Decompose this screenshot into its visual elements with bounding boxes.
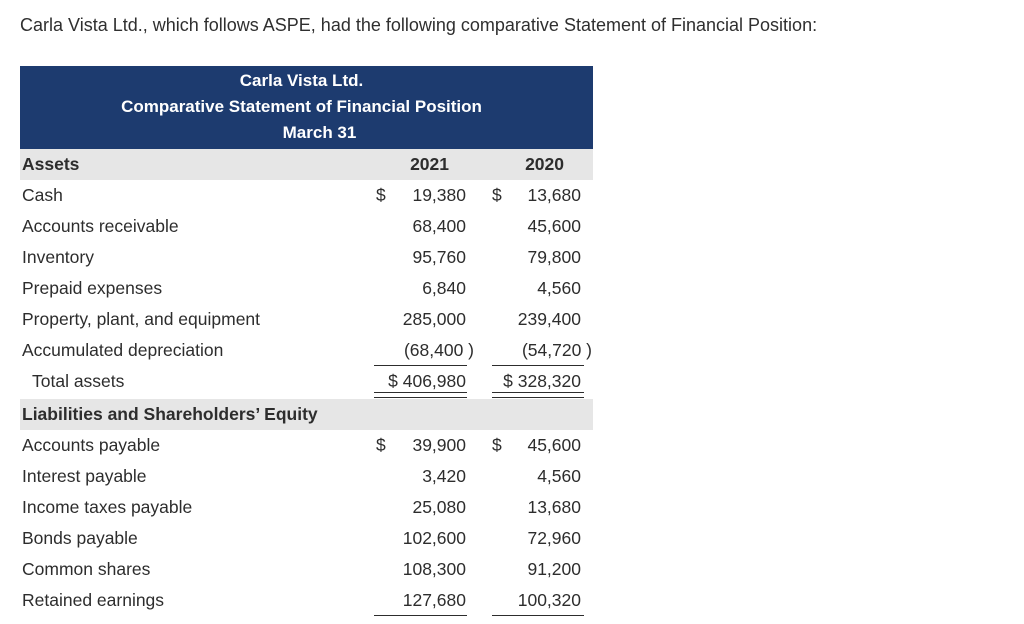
row-label: Property, plant, and equipment <box>22 309 261 329</box>
table-row <box>20 242 593 273</box>
assets-heading: Assets <box>22 154 80 174</box>
liabilities-heading: Liabilities and Shareholders’ Equity <box>22 404 318 424</box>
row-label: Prepaid expenses <box>22 278 163 298</box>
value-2021: (68,400 ) <box>403 340 474 360</box>
table-row <box>20 554 593 585</box>
value-2020: 13,680 <box>527 185 581 205</box>
assets-heading-row <box>20 149 593 180</box>
statement-title: Comparative Statement of Financial Position <box>121 97 482 116</box>
value-2021: 68,400 <box>412 216 466 236</box>
value-2021: 285,000 <box>402 309 466 329</box>
value-2021: 102,600 <box>402 528 466 548</box>
value-2021: 3,420 <box>422 466 466 486</box>
value-2020: 72,960 <box>527 528 581 548</box>
value-2021: 95,760 <box>412 247 466 267</box>
table-row <box>20 180 593 211</box>
liabilities-heading-row <box>20 399 593 430</box>
row-label: Accounts payable <box>22 435 161 455</box>
intro-text: Carla Vista Ltd., which follows ASPE, had the following comparative Statement of Financial Position: <box>20 15 818 35</box>
total-assets-row <box>20 366 593 397</box>
value-2020: 239,400 <box>517 309 581 329</box>
column-header-2021: 2021 <box>410 154 449 174</box>
total-double-underline <box>374 392 467 398</box>
total-double-underline <box>492 392 584 398</box>
value-2020: 4,560 <box>537 278 581 298</box>
dollar-sign: $ <box>376 435 386 455</box>
column-header-2020: 2020 <box>525 154 564 174</box>
value-2020: 4,560 <box>537 466 581 486</box>
value-2020: 91,200 <box>527 559 581 579</box>
value-2020: 79,800 <box>527 247 581 267</box>
row-label: Income taxes payable <box>22 497 193 517</box>
dollar-sign: $ <box>376 185 386 205</box>
table-row <box>20 461 593 492</box>
value-2021: 25,080 <box>412 497 466 517</box>
total-2020: $ 328,320 <box>503 371 581 391</box>
subtotal-underline <box>492 615 584 616</box>
value-2021: 108,300 <box>402 559 466 579</box>
row-label: Interest payable <box>22 466 147 486</box>
table-row <box>20 304 593 335</box>
dollar-sign: $ <box>492 185 502 205</box>
table-row <box>20 585 593 616</box>
financial-statement-table <box>20 66 593 616</box>
table-row <box>20 523 593 554</box>
subtotal-underline <box>374 615 467 616</box>
value-2020: 45,600 <box>527 435 581 455</box>
value-2020: 13,680 <box>527 497 581 517</box>
value-2020: 100,320 <box>517 590 581 610</box>
table-row <box>20 335 593 366</box>
row-label: Total assets <box>32 371 125 391</box>
row-label: Inventory <box>22 247 94 267</box>
table-row <box>20 211 593 242</box>
row-label: Bonds payable <box>22 528 138 548</box>
row-label: Accounts receivable <box>22 216 179 236</box>
row-label: Cash <box>22 185 63 205</box>
value-2021: 19,380 <box>412 185 466 205</box>
total-2021: $ 406,980 <box>388 371 466 391</box>
table-row <box>20 273 593 304</box>
row-label: Retained earnings <box>22 590 165 610</box>
value-2021: 6,840 <box>422 278 466 298</box>
value-2020: (54,720 ) <box>521 340 592 360</box>
dollar-sign: $ <box>492 435 502 455</box>
table-row <box>20 492 593 523</box>
statement-header <box>20 66 593 149</box>
value-2021: 39,900 <box>412 435 466 455</box>
statement-date: March 31 <box>282 123 357 142</box>
company-name: Carla Vista Ltd. <box>239 71 364 90</box>
value-2020: 45,600 <box>527 216 581 236</box>
row-label: Accumulated depreciation <box>22 340 224 360</box>
value-2021: 127,680 <box>402 590 466 610</box>
table-row <box>20 430 593 461</box>
row-label: Common shares <box>22 559 151 579</box>
